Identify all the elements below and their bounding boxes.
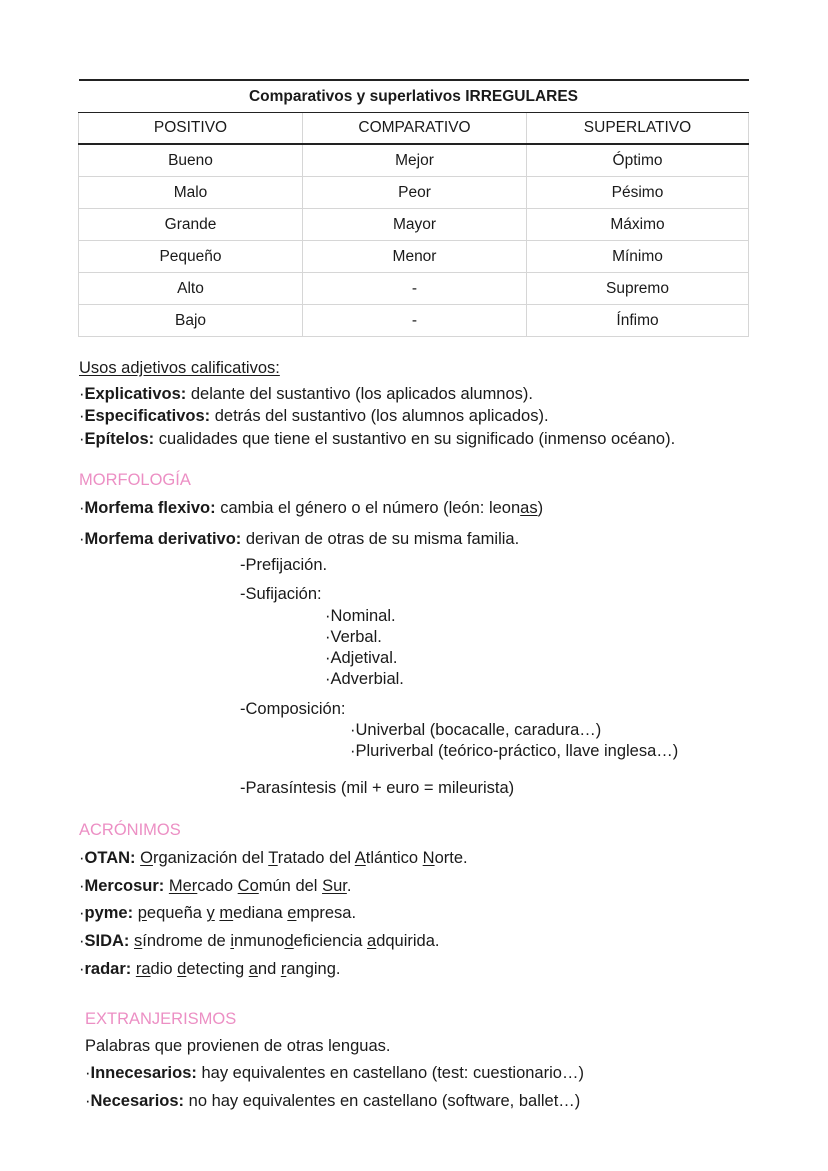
morfema-derivativo: ·Morfema derivativo: derivan de otras de su misma familia.: [79, 530, 520, 548]
table-cell: Peor: [303, 177, 527, 209]
morfema-flexivo: ·Morfema flexivo: cambia el género o el número (león: leonas): [79, 499, 544, 517]
acronimo-pyme: ·pyme: pequeña y mediana empresa.: [79, 904, 357, 922]
irregular-comparatives-table: [78, 79, 749, 337]
acronimo-otan: ·OTAN: Organización del Tratado del Atlántico Norte.: [79, 849, 468, 867]
table-cell: Bueno: [79, 144, 303, 177]
extranjerismos-heading: EXTRANJERISMOS: [85, 1010, 237, 1028]
table-cell: Óptimo: [527, 144, 749, 177]
column-header: SUPERLATIVO: [527, 113, 749, 145]
table-cell: Mayor: [303, 209, 527, 241]
table-cell: Malo: [79, 177, 303, 209]
table-cell: Pequeño: [79, 241, 303, 273]
usos-item-explicativos: ·Explicativos: delante del sustantivo (los aplicados alumnos).: [79, 385, 533, 403]
usos-item-especificativos: ·Especificativos: detrás del sustantivo (los alumnos aplicados).: [79, 407, 549, 425]
prefijacion: -Prefijación.: [240, 556, 328, 574]
table-row: [79, 273, 749, 305]
table-cell: Ínfimo: [527, 305, 749, 337]
table-cell: Mínimo: [527, 241, 749, 273]
table-cell: Menor: [303, 241, 527, 273]
table-cell: Supremo: [527, 273, 749, 305]
column-header: COMPARATIVO: [303, 113, 527, 145]
sufijo-verbal: ·Verbal.: [325, 628, 382, 646]
table-cell: Máximo: [527, 209, 749, 241]
table-cell: -: [303, 273, 527, 305]
acronimo-radar: ·radar: radio detecting and ranging.: [79, 960, 341, 978]
table-title: Comparativos y superlativos IRREGULARES: [79, 80, 749, 113]
usos-item-epitelos: ·Epítelos: cualidades que tiene el sustantivo en su significado (inmenso océano).: [79, 430, 676, 448]
table-cell: Alto: [79, 273, 303, 305]
usos-heading: Usos adjetivos calificativos:: [79, 359, 280, 377]
table-header-row: [79, 113, 749, 145]
composicion: -Composición:: [240, 700, 346, 718]
table-row: [79, 177, 749, 209]
table-cell: Mejor: [303, 144, 527, 177]
acronimos-heading: ACRÓNIMOS: [79, 821, 181, 839]
table-row: [79, 241, 749, 273]
acronimo-sida: ·SIDA: síndrome de inmunodeficiencia adquirida.: [79, 932, 440, 950]
extranjerismo-necesarios: ·Necesarios: no hay equivalentes en castellano (software, ballet…): [85, 1092, 581, 1110]
table-cell: -: [303, 305, 527, 337]
sufijacion: -Sufijación:: [240, 585, 322, 603]
sufijo-adjetival: ·Adjetival.: [325, 649, 398, 667]
acronimo-mercosur: ·Mercosur: Mercado Común del Sur.: [79, 877, 352, 895]
sufijo-adverbial: ·Adverbial.: [325, 670, 404, 688]
extranjerismos-intro: Palabras que provienen de otras lenguas.: [85, 1037, 391, 1055]
sufijo-nominal: ·Nominal.: [325, 607, 396, 625]
morfologia-heading: MORFOLOGÍA: [79, 471, 191, 489]
table-cell: Pésimo: [527, 177, 749, 209]
parasintesis: -Parasíntesis (mil + euro = mileurista): [240, 779, 515, 797]
table-row: [79, 144, 749, 177]
extranjerismo-innecesarios: ·Innecesarios: hay equivalentes en castellano (test: cuestionario…): [85, 1064, 584, 1082]
table-cell: Grande: [79, 209, 303, 241]
compuesto-pluriverbal: ·Pluriverbal (teórico-práctico, llave inglesa…): [350, 742, 679, 760]
table-cell: Bajo: [79, 305, 303, 337]
column-header: POSITIVO: [79, 113, 303, 145]
table-row: [79, 209, 749, 241]
compuesto-univerbal: ·Univerbal (bocacalle, caradura…): [350, 721, 602, 739]
table-row: [79, 305, 749, 337]
